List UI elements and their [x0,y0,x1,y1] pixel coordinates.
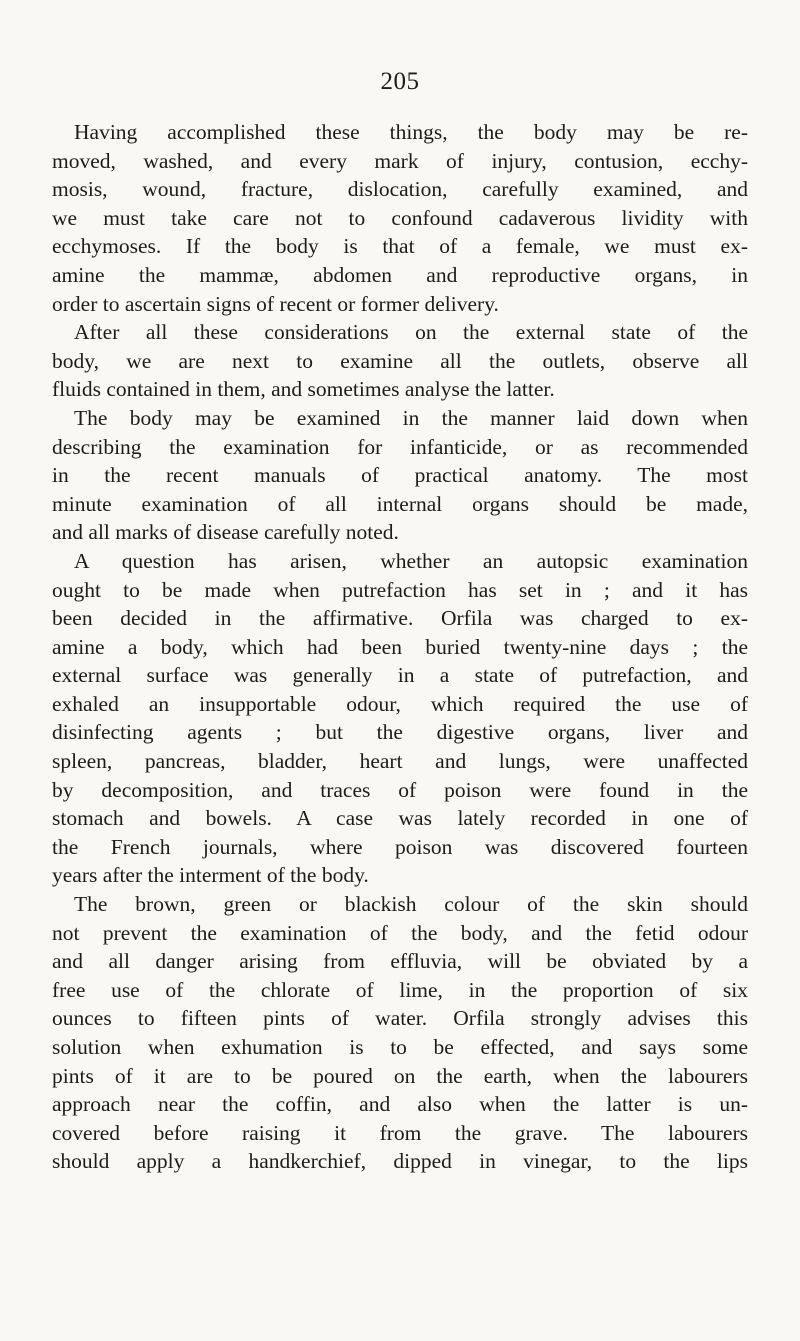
page-body-text [52,118,748,1176]
text-line: The body may be examined in the manner laid down when [74,405,748,430]
text-line: describing the examination for infanticide, or as recommended [52,434,748,459]
text-line: years after the interment of the body. [52,863,369,888]
text-line: After all these considerations on the external state of the [74,320,748,345]
text-line: and all danger arising from effluvia, will be obviated by a [52,949,748,974]
text-line: free use of the chlorate of lime, in the proportion of six [52,977,748,1002]
text-line: amine the mammæ, abdomen and reproductive organs, in [52,262,748,287]
text-line: mosis, wound, fracture, dislocation, carefully examined, and [52,177,748,202]
text-line: amine a body, which had been buried twenty-nine days ; the [52,634,748,659]
text-line: been decided in the affirmative. Orfila was charged to ex- [52,606,748,631]
text-line: and all marks of disease carefully noted. [52,520,399,545]
text-line: A question has arisen, whether an autopsic examination [74,548,748,573]
text-line: in the recent manuals of practical anatomy. The most [52,463,748,488]
text-line: we must take care not to confound cadaverous lividity with [52,205,748,230]
text-line: Having accomplished these things, the body may be re- [74,120,748,144]
text-line: order to ascertain signs of recent or former delivery. [52,291,499,316]
text-line: the French journals, where poison was discovered fourteen [52,834,748,859]
text-line: The brown, green or blackish colour of the skin should [74,892,748,917]
text-line: moved, washed, and every mark of injury, contusion, ecchy- [52,148,748,173]
text-line: pints of it are to be poured on the earth, when the labourers [52,1063,748,1088]
text-line: exhaled an insupportable odour, which required the use of [52,691,748,716]
text-line: by decomposition, and traces of poison were found in the [52,777,748,802]
text-line: fluids contained in them, and sometimes analyse the latter. [52,377,555,402]
text-line: disinfecting agents ; but the digestive organs, liver and [52,720,748,745]
text-line: body, we are next to examine all the outlets, observe all [52,348,748,373]
page-number: 205 [380,68,420,95]
text-line: ecchymoses. If the body is that of a female, we must ex- [52,234,748,259]
text-line: spleen, pancreas, bladder, heart and lungs, were unaffected [52,749,748,774]
text-line: external surface was generally in a state of putrefaction, and [52,663,748,688]
text-line: minute examination of all internal organs should be made, [52,491,748,516]
text-line: ought to be made when putrefaction has set in ; and it has [52,577,748,602]
text-line: not prevent the examination of the body, and the fetid odour [52,920,748,945]
text-line: should apply a handkerchief, dipped in vinegar, to the lips [52,1149,748,1174]
text-line: ounces to fifteen pints of water. Orfila strongly advises this [52,1006,748,1031]
text-line: approach near the coffin, and also when the latter is un- [52,1092,748,1117]
text-line: stomach and bowels. A case was lately recorded in one of [52,806,748,831]
text-line: solution when exhumation is to be effected, and says some [52,1035,748,1059]
text-line: covered before raising it from the grave. The labourers [52,1120,748,1145]
